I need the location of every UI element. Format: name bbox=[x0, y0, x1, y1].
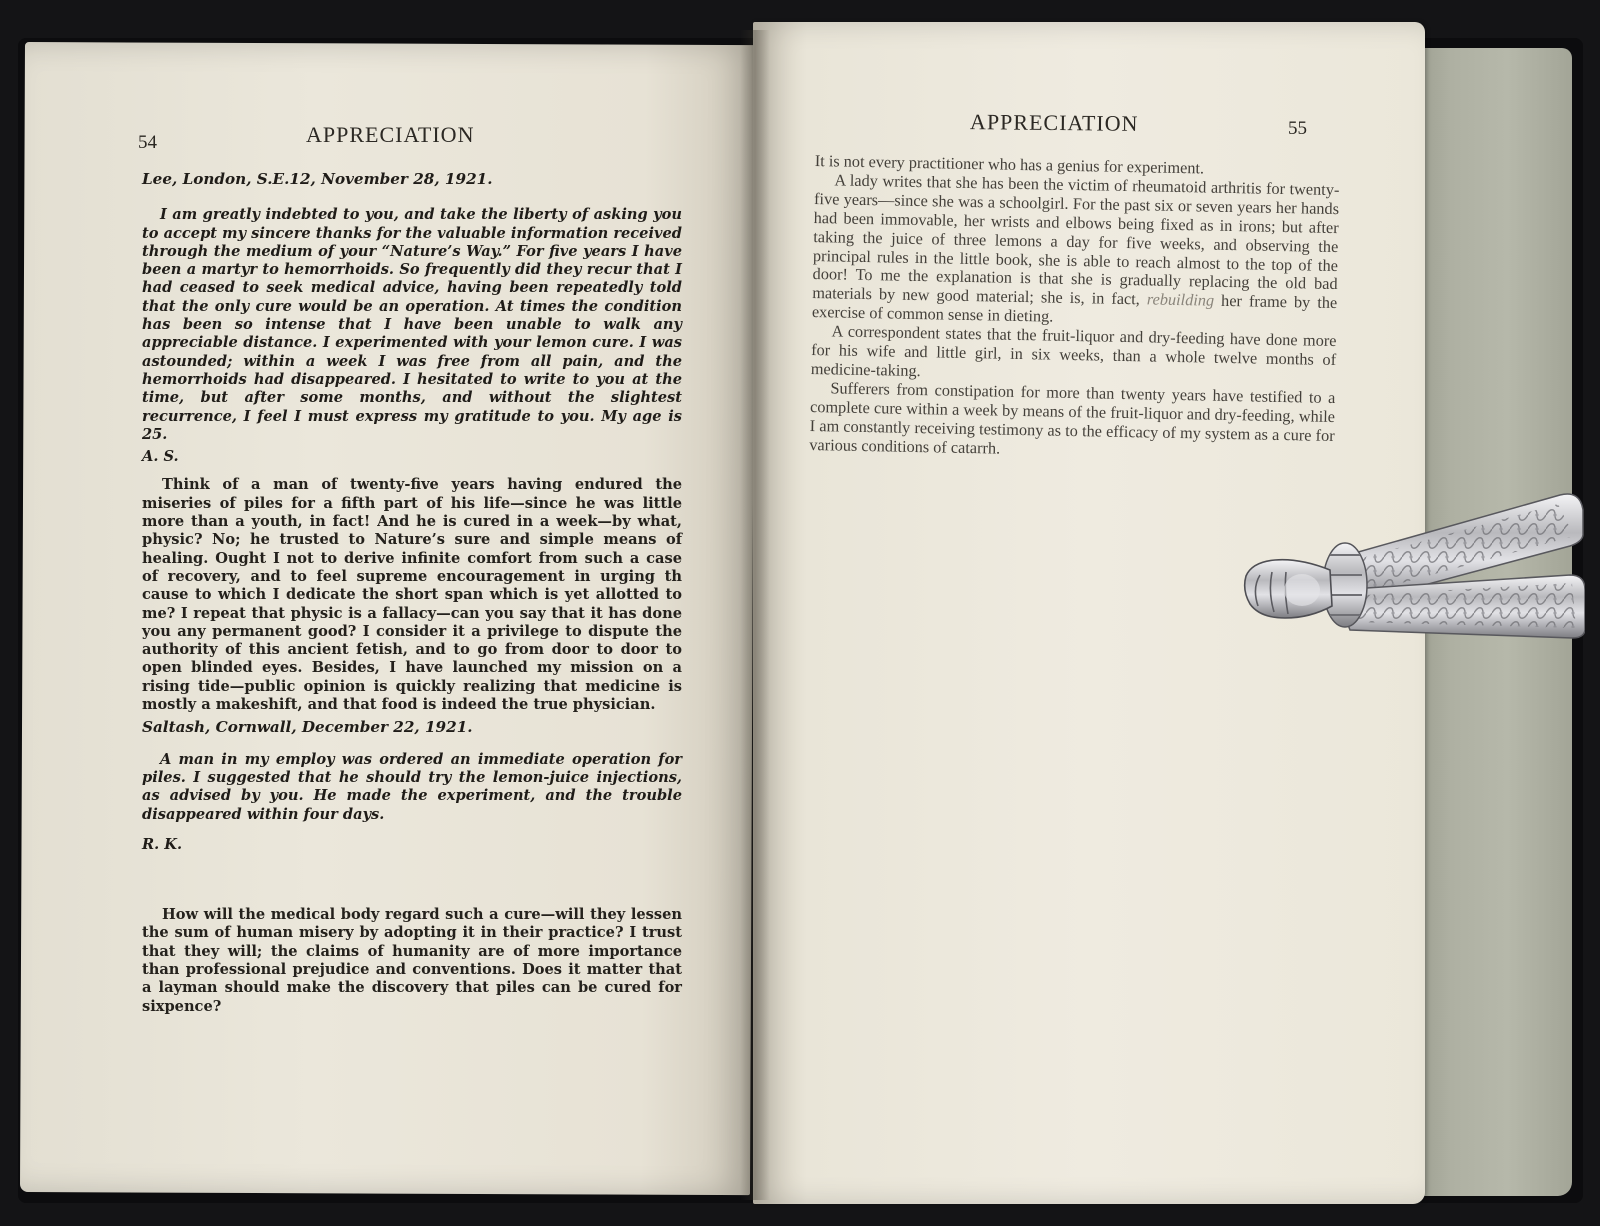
paragraph-lady-writes bbox=[812, 171, 1340, 332]
silver-hand-bookmark-icon bbox=[1240, 480, 1585, 650]
signature-r-k: R. K. bbox=[142, 835, 183, 853]
left-running-head: APPRECIATION bbox=[306, 122, 475, 147]
left-page-text bbox=[142, 170, 682, 1016]
left-page-number: 54 bbox=[138, 132, 157, 153]
paragraph-correspondent: A correspondent states that the fruit-liquor and dry-feeding have done more for his wife and little girl, in six weeks, than a whole twelve months of medicine-taking. bbox=[810, 321, 1337, 381]
paragraph-twenty-five-years: Think of a man of twenty-five years having endured the miseries of piles for a fifth part of his life—since he was little more than a youth, in fact! And he is cured in a week—by what, physic? No; he trusted to Nature’s sure and simple means of healing. Ought I not to derive infinite comfort from such a case of recovery, and to feel supreme encouragement in urging th cause to which I dedicate the short span which is yet allotted to me? I repeat that physic is a fallacy—can you say that it has done you any permanent good? I consider it a privilege to dispute the authority of this ancient fetish, and to go from door to door to open blinded eyes. Besides, I have launched my mission on a rising tide—public opinion is quickly realizing that medicine is mostly a makeshift, and that food is indeed the true physician. bbox=[142, 476, 682, 714]
right-running-head: APPRECIATION bbox=[969, 109, 1139, 136]
signature-a-s: A. S. bbox=[142, 448, 179, 466]
paragraph-practitioner: It is not every practitioner who has a genius for experiment. bbox=[814, 151, 1205, 178]
right-page-number: 55 bbox=[1288, 118, 1307, 139]
paragraph-sufferers: Sufferers from constipation for more than twenty years have testified to a complete cure within a week by means of the fruit-liquor and dry-feeding, while I am constantly receiving testimony as to the efficacy of my system as a cure for various conditions of catarrh. bbox=[809, 378, 1336, 458]
lady-writes-part-1: A lady writes that she has been the victim of rheumatoid arthritis for twenty-five years—since she was a schoolgirl. For the past six or seven years her hands had been immovable, her wrists and elbows being fixed as in irons; but after taking the juice of three lemons a day for five weeks, and observing the principal rules in the little book, she is able to reach almost to the top of the door! To me the explanation is that she is gradually replacing the old bad materials by new good material; she is, in fact, bbox=[812, 170, 1340, 309]
lady-writes-part-2: her frame by the exercise of common sense in dieting. bbox=[811, 291, 1338, 326]
right-page-text bbox=[809, 152, 1340, 465]
dateline-saltash: Saltash, Cornwall, December 22, 1921. bbox=[142, 718, 473, 737]
dateline-lee-london: Lee, London, S.E.12, November 28, 1921. bbox=[142, 170, 493, 188]
lady-writes-emphasis: rebuilding bbox=[1146, 289, 1215, 311]
letter-r-k: A man in my employ was ordered an immediate operation for piles. I suggested that he should try the lemon-juice injections, as advised by you. He made the experiment, and the trouble disappeared within four days. bbox=[142, 750, 682, 823]
letter-a-s: I am greatly indebted to you, and take the liberty of asking you to accept my sincere thanks for the valuable information received through the medium of your “Nature’s Way.” For five years I have been a martyr to hemorrhoids. So frequently did they recur that I had ceased to seek medical advice, having been repeatedly told that the only cure would be an operation. At times the condition has been so intense that I have been unable to walk any appreciable distance. I experimented with your lemon cure. I was astounded; within a week I was free from all pain, and the hemorrhoids had disappeared. I hesitated to write to you at the time, but after some months, and without the slightest recurrence, I feel I must express my gratitude to you. My age is 25. bbox=[142, 206, 682, 443]
book-gutter bbox=[740, 30, 770, 1200]
paragraph-medical-body: How will the medical body regard such a cure—will they lessen the sum of human misery by adopting it in their practice? I trust that they will; the claims of humanity are of more importance than professional prejudice and conventions. Does it matter that a layman should make the discovery that piles can be cured for sixpence? bbox=[142, 906, 682, 1015]
